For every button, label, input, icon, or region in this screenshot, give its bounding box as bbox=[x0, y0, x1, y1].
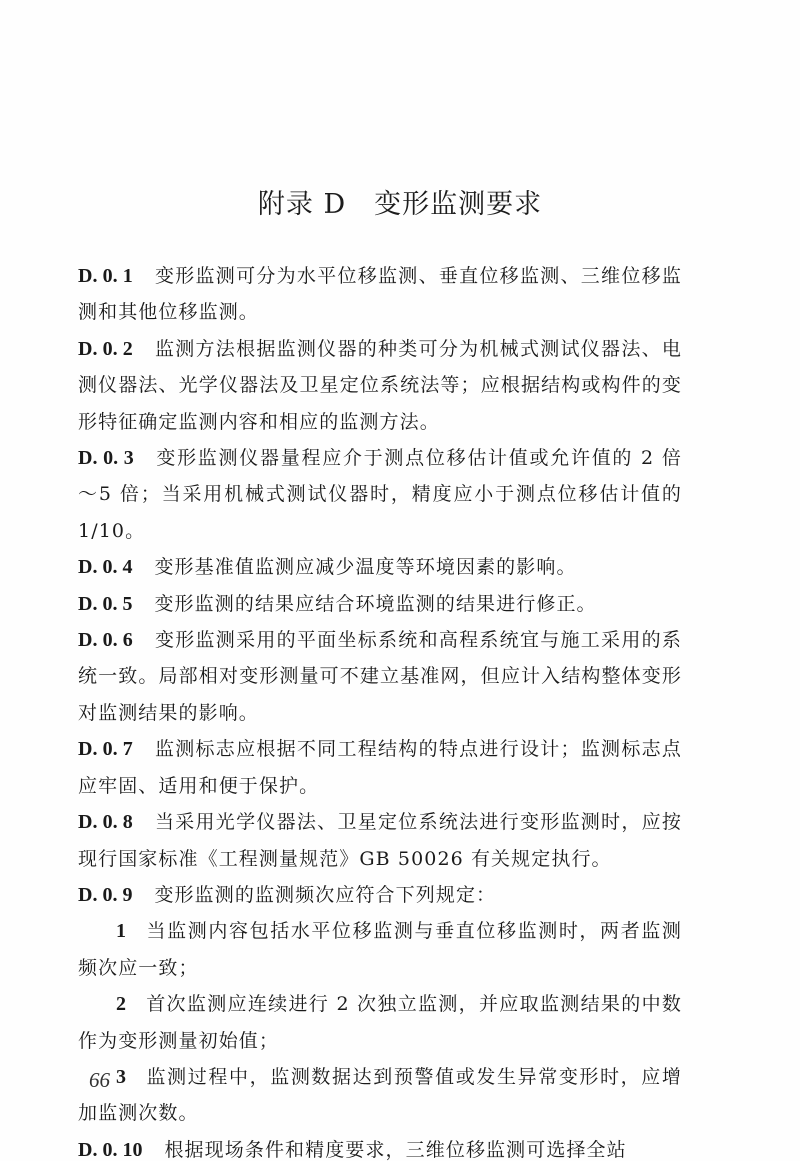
clause-text: 监测方法根据监测仪器的种类可分为机械式测试仪器法、电测仪器法、光学仪器法及卫星定位系统法等；应根据结构或构件的变形特征确定监测内容和相应的监测方法。 bbox=[78, 337, 682, 433]
clause-text: 监测标志应根据不同工程结构的特点进行设计；监测标志点应牢固、适用和便于保护。 bbox=[78, 738, 682, 797]
sub-item-2 bbox=[78, 986, 682, 1059]
clause-text: 变形监测的结果应结合环境监测的结果进行修正。 bbox=[154, 592, 597, 615]
clause-d06 bbox=[78, 622, 682, 731]
sub-item-number: 3 bbox=[116, 1065, 126, 1088]
clause-d08 bbox=[78, 804, 682, 877]
clause-number: D. 0. 6 bbox=[78, 629, 133, 652]
clause-number: D. 0. 2 bbox=[78, 337, 133, 360]
clause-number: D. 0. 4 bbox=[78, 556, 133, 579]
clause-d02 bbox=[78, 331, 682, 440]
clause-d04 bbox=[78, 549, 682, 585]
sub-item-text: 监测过程中，监测数据达到预警值或发生异常变形时，应增加监测次数。 bbox=[78, 1065, 682, 1125]
clause-text: 根据现场条件和精度要求，三维位移监测可选择全站 bbox=[164, 1138, 627, 1161]
sub-item-number: 1 bbox=[116, 920, 126, 943]
clause-number: D. 0. 1 bbox=[78, 265, 133, 287]
clause-text: 变形监测的监测频次应符合下列规定： bbox=[154, 883, 497, 906]
clause-text: 变形监测可分为水平位移监测、垂直位移监测、三维位移监测和其他位移监测。 bbox=[78, 265, 682, 324]
clause-d07 bbox=[78, 731, 682, 804]
clause-d010 bbox=[78, 1132, 682, 1168]
sub-item-text: 当监测内容包括水平位移监测与垂直位移监测时，两者监测频次应一致； bbox=[78, 920, 682, 979]
clause-text: 变形监测仪器量程应介于测点位移估计值或允许值的 2 倍～5 倍；当采用机械式测试仪器时，精度应小于测点位移估计值的 1/10。 bbox=[78, 447, 682, 542]
clause-text: 变形监测采用的平面坐标系统和高程系统宜与施工采用的系统一致。局部相对变形测量可不建立基准网，但应计入结构整体变形对监测结果的影响。 bbox=[78, 629, 682, 724]
clause-number: D. 0. 7 bbox=[78, 738, 133, 761]
clause-d01 bbox=[78, 258, 682, 331]
clause-number: D. 0. 8 bbox=[78, 811, 133, 834]
clause-text: 当采用光学仪器法、卫星定位系统法进行变形监测时，应按现行国家标准《工程测量规范》GB 50026 有关规定执行。 bbox=[78, 811, 682, 870]
clause-number: D. 0. 3 bbox=[78, 447, 134, 470]
clause-d03 bbox=[78, 440, 682, 549]
clause-number: D. 0. 10 bbox=[78, 1138, 143, 1161]
clause-text: 变形基准值监测应减少温度等环境因素的影响。 bbox=[154, 556, 577, 579]
appendix-heading: 变形监测要求 bbox=[374, 189, 543, 220]
sub-item-number: 2 bbox=[116, 993, 126, 1016]
page-number: 66 bbox=[89, 1068, 110, 1092]
clause-number: D. 0. 5 bbox=[78, 592, 133, 615]
appendix-title bbox=[0, 182, 800, 221]
sub-item-3 bbox=[78, 1059, 682, 1132]
sub-item-text: 首次监测应连续进行 2 次独立监测，并应取监测结果的中数作为变形测量初始值； bbox=[78, 993, 682, 1052]
clause-d05 bbox=[78, 586, 682, 622]
clause-list bbox=[78, 258, 682, 1168]
clause-d09 bbox=[78, 877, 682, 913]
sub-item-1 bbox=[78, 913, 682, 986]
appendix-label: 附录 D bbox=[257, 189, 347, 220]
clause-number: D. 0. 9 bbox=[78, 883, 133, 906]
